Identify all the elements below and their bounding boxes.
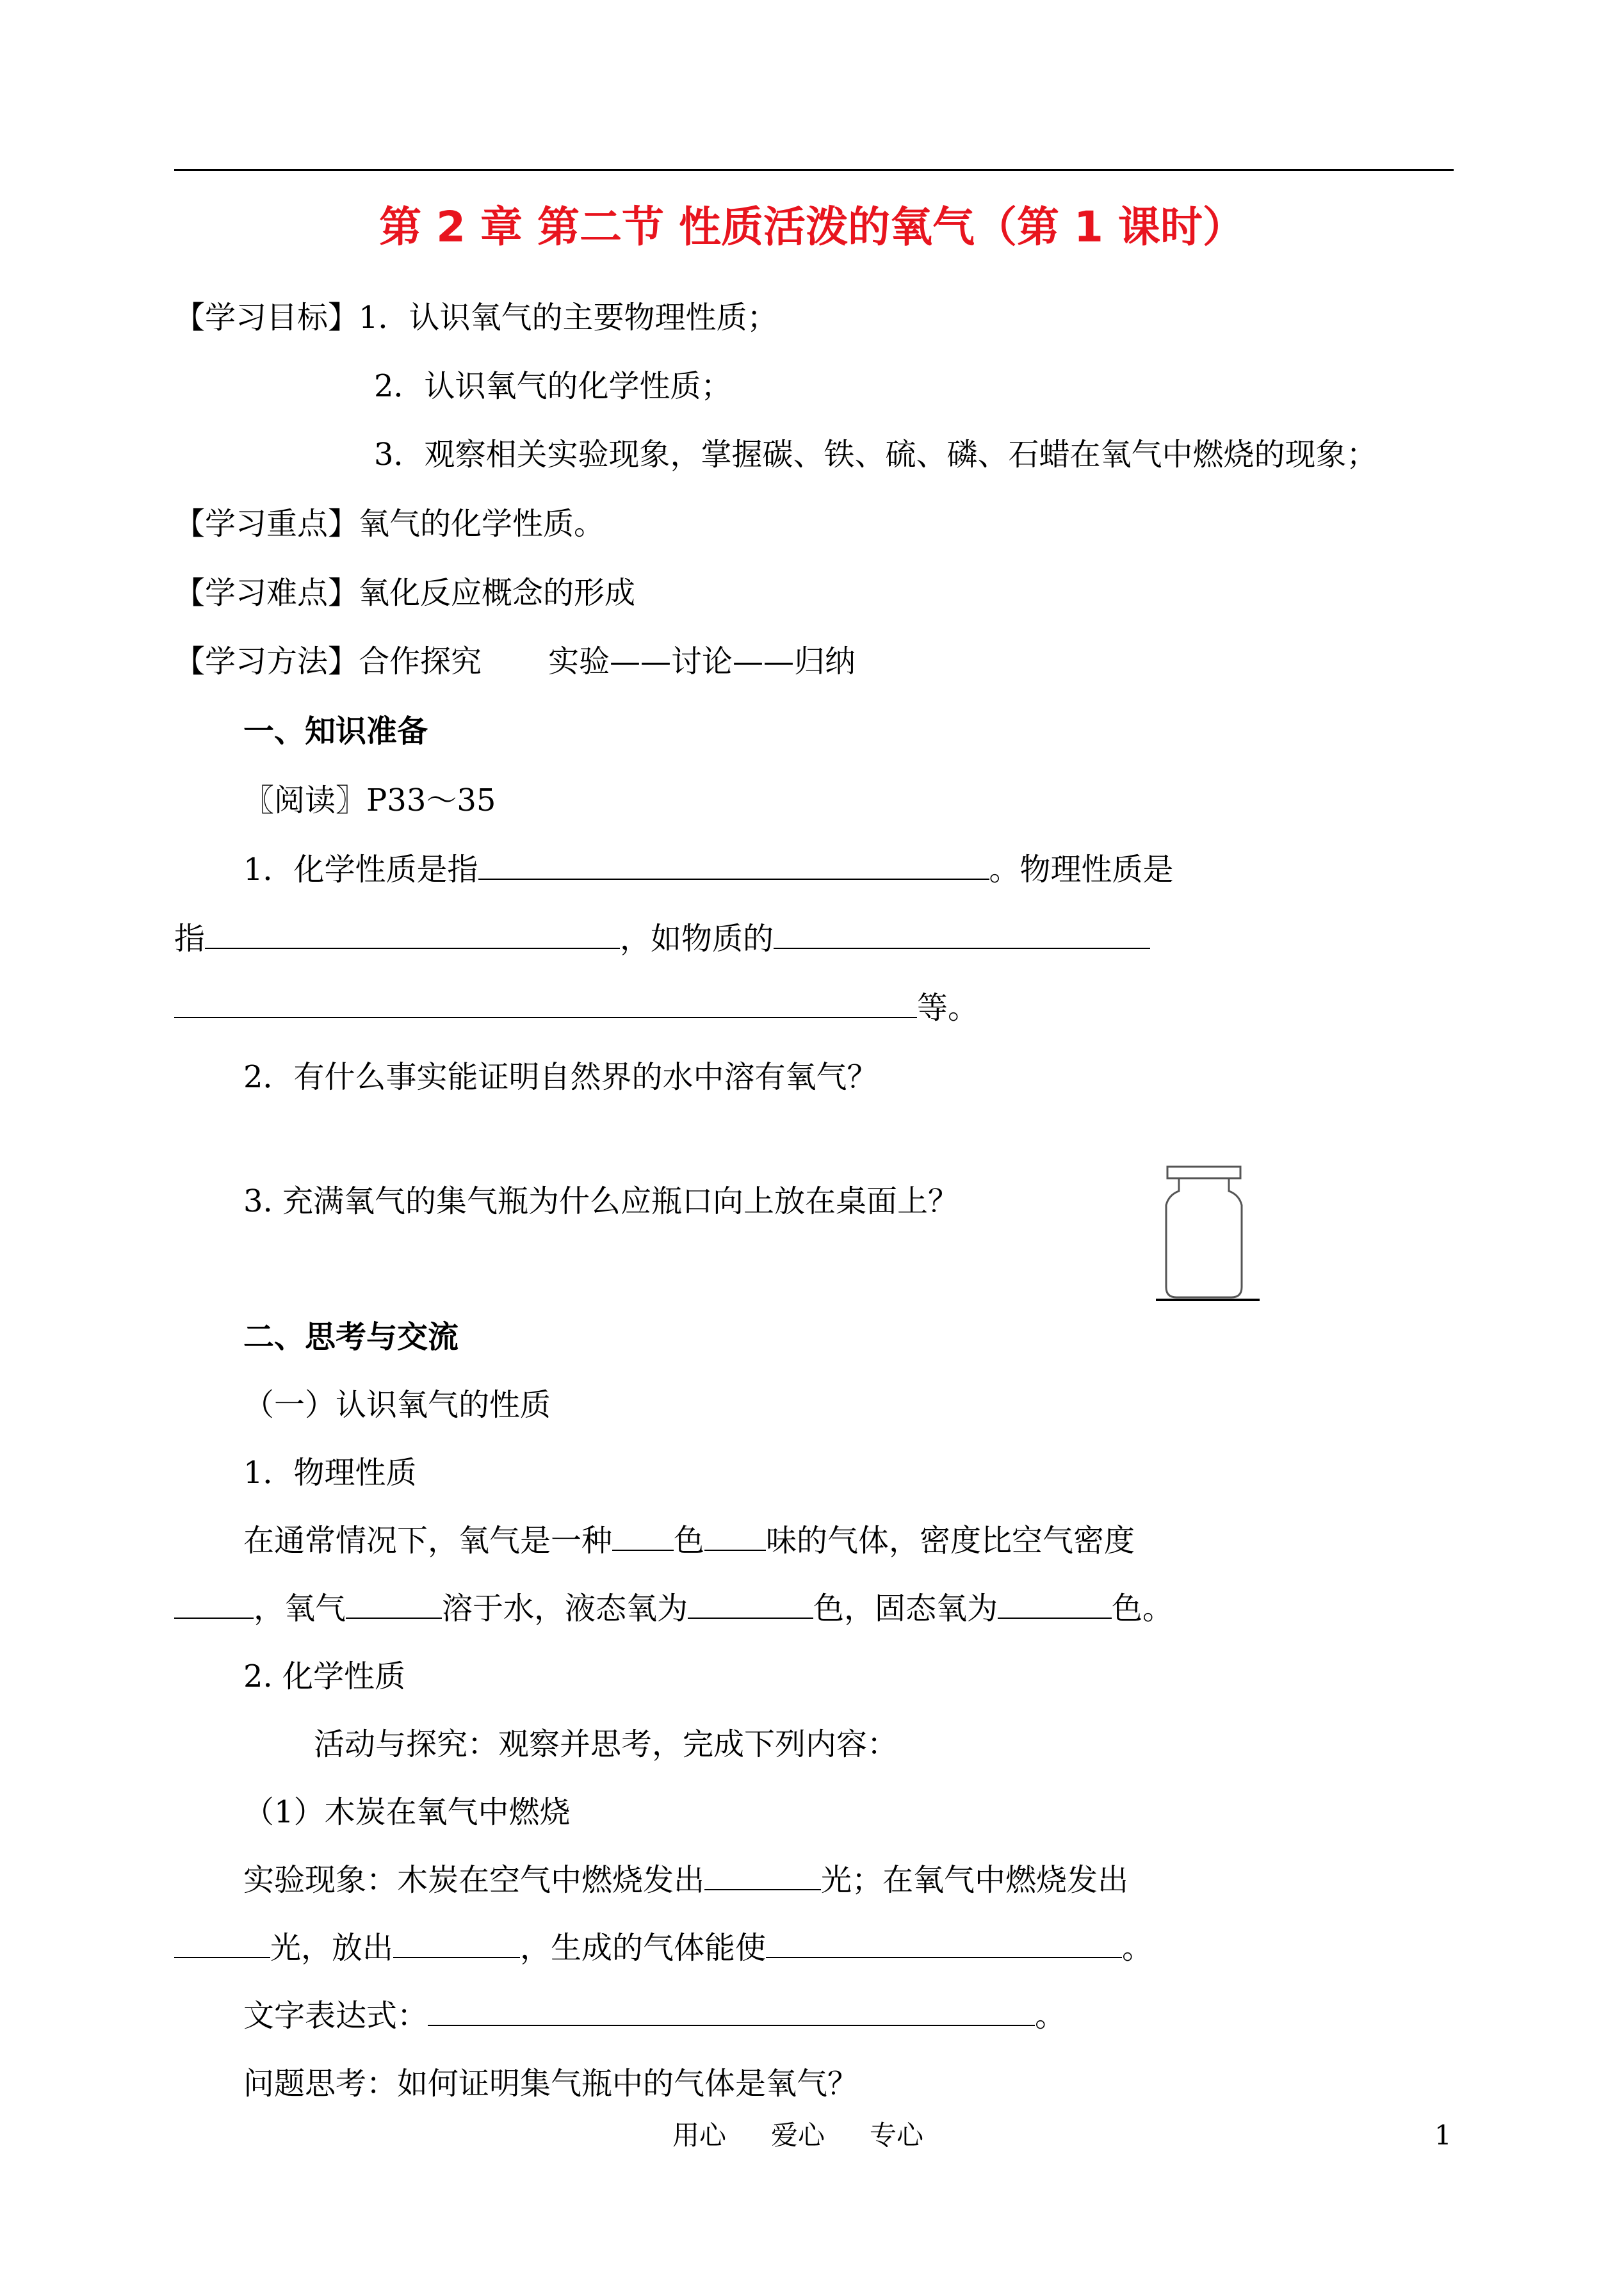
method-row — [174, 642, 856, 681]
method-text-2: 实验——讨论——归纳 — [548, 644, 856, 679]
question-1-line-2: 指 ，如物质的 — [174, 920, 1150, 958]
difficulty-text: 氧化反应概念的形成 — [359, 575, 636, 611]
observation-line-1: 实验现象：木炭在空气中燃烧发出 光；在氧气中燃烧发出 — [243, 1862, 1129, 1898]
answer-blank[interactable] — [428, 1999, 1035, 2026]
chemical-properties-heading: 2. 化学性质 — [243, 1658, 406, 1694]
physical-properties-heading: 1．物理性质 — [243, 1455, 417, 1491]
answer-blank[interactable] — [766, 1931, 1122, 1958]
answer-blank[interactable] — [688, 1592, 813, 1619]
experiment-1-title: （1）木炭在氧气中燃烧 — [243, 1794, 571, 1830]
physical-line-2: ，氧气 溶于水，液态氧为 色，固态氧为 色。 — [174, 1589, 1173, 1628]
answer-blank[interactable] — [393, 1931, 520, 1958]
objective-item-1: 1．认识氧气的主要物理性质； — [359, 300, 778, 336]
answer-blank[interactable] — [174, 991, 917, 1018]
method-text: 合作探究 — [359, 644, 482, 679]
reading-reference: 〖阅读〗P33～35 — [243, 783, 496, 818]
section2-heading: 二、思考与交流 — [243, 1319, 459, 1355]
thinking-question: 问题思考：如何证明集气瓶中的气体是氧气？ — [243, 2066, 859, 2102]
answer-blank[interactable] — [205, 922, 620, 949]
section2-subheading: （一）认识氧气的性质 — [243, 1387, 551, 1423]
objective-item-2: 2．认识氧气的化学性质； — [374, 368, 732, 404]
answer-blank[interactable] — [704, 1524, 766, 1551]
section1-heading: 一、知识准备 — [243, 713, 428, 749]
physical-line-1: 在通常情况下，氧气是一种 色 味的气体，密度比空气密度 — [243, 1523, 1135, 1559]
answer-blank[interactable] — [704, 1863, 821, 1890]
answer-blank[interactable] — [174, 1592, 254, 1619]
header-rule — [174, 169, 1454, 171]
observation-line-2: 光，放出 ，生成的气体能使 。 — [174, 1929, 1153, 1967]
key-point-text: 氧气的化学性质。 — [359, 506, 605, 542]
activity-intro: 活动与探究：观察并思考，完成下列内容： — [314, 1726, 898, 1762]
answer-blank[interactable] — [346, 1592, 442, 1619]
word-equation-line: 文字表达式： 。 — [243, 1998, 1066, 2034]
question-2: 2．有什么事实能证明自然界的水中溶有氧气？ — [243, 1059, 878, 1095]
answer-blank[interactable] — [774, 922, 1150, 949]
question-3: 3. 充满氧气的集气瓶为什么应瓶口向上放在桌面上？ — [243, 1183, 959, 1219]
objectives-label: 【学习目标】 — [174, 300, 359, 336]
question-1-line-3: 等。 — [174, 989, 978, 1027]
key-point-row — [174, 505, 605, 543]
answer-blank[interactable] — [478, 853, 989, 880]
difficulty-row — [174, 574, 635, 612]
page-title: 第 2 章 第二节 性质活泼的氧气（第 1 课时） — [379, 202, 1245, 252]
difficulty-label: 【学习难点】 — [174, 575, 359, 611]
question-1-line-1: 1．化学性质是指 。物理性质是 — [243, 852, 1174, 888]
footer-motto: 用心 爱心 专心 — [672, 2120, 924, 2151]
objectives-row — [174, 298, 778, 337]
answer-blank[interactable] — [174, 1931, 270, 1958]
key-point-label: 【学习重点】 — [174, 506, 359, 542]
objective-item-3: 3．观察相关实验现象，掌握碳、铁、硫、磷、石蜡在氧气中燃烧的现象； — [374, 437, 1377, 473]
method-label: 【学习方法】 — [174, 644, 359, 679]
gas-collecting-bottle-icon — [1149, 1164, 1265, 1305]
answer-blank[interactable] — [612, 1524, 674, 1551]
page-number: 1 — [1434, 2120, 1452, 2151]
answer-blank[interactable] — [998, 1592, 1112, 1619]
